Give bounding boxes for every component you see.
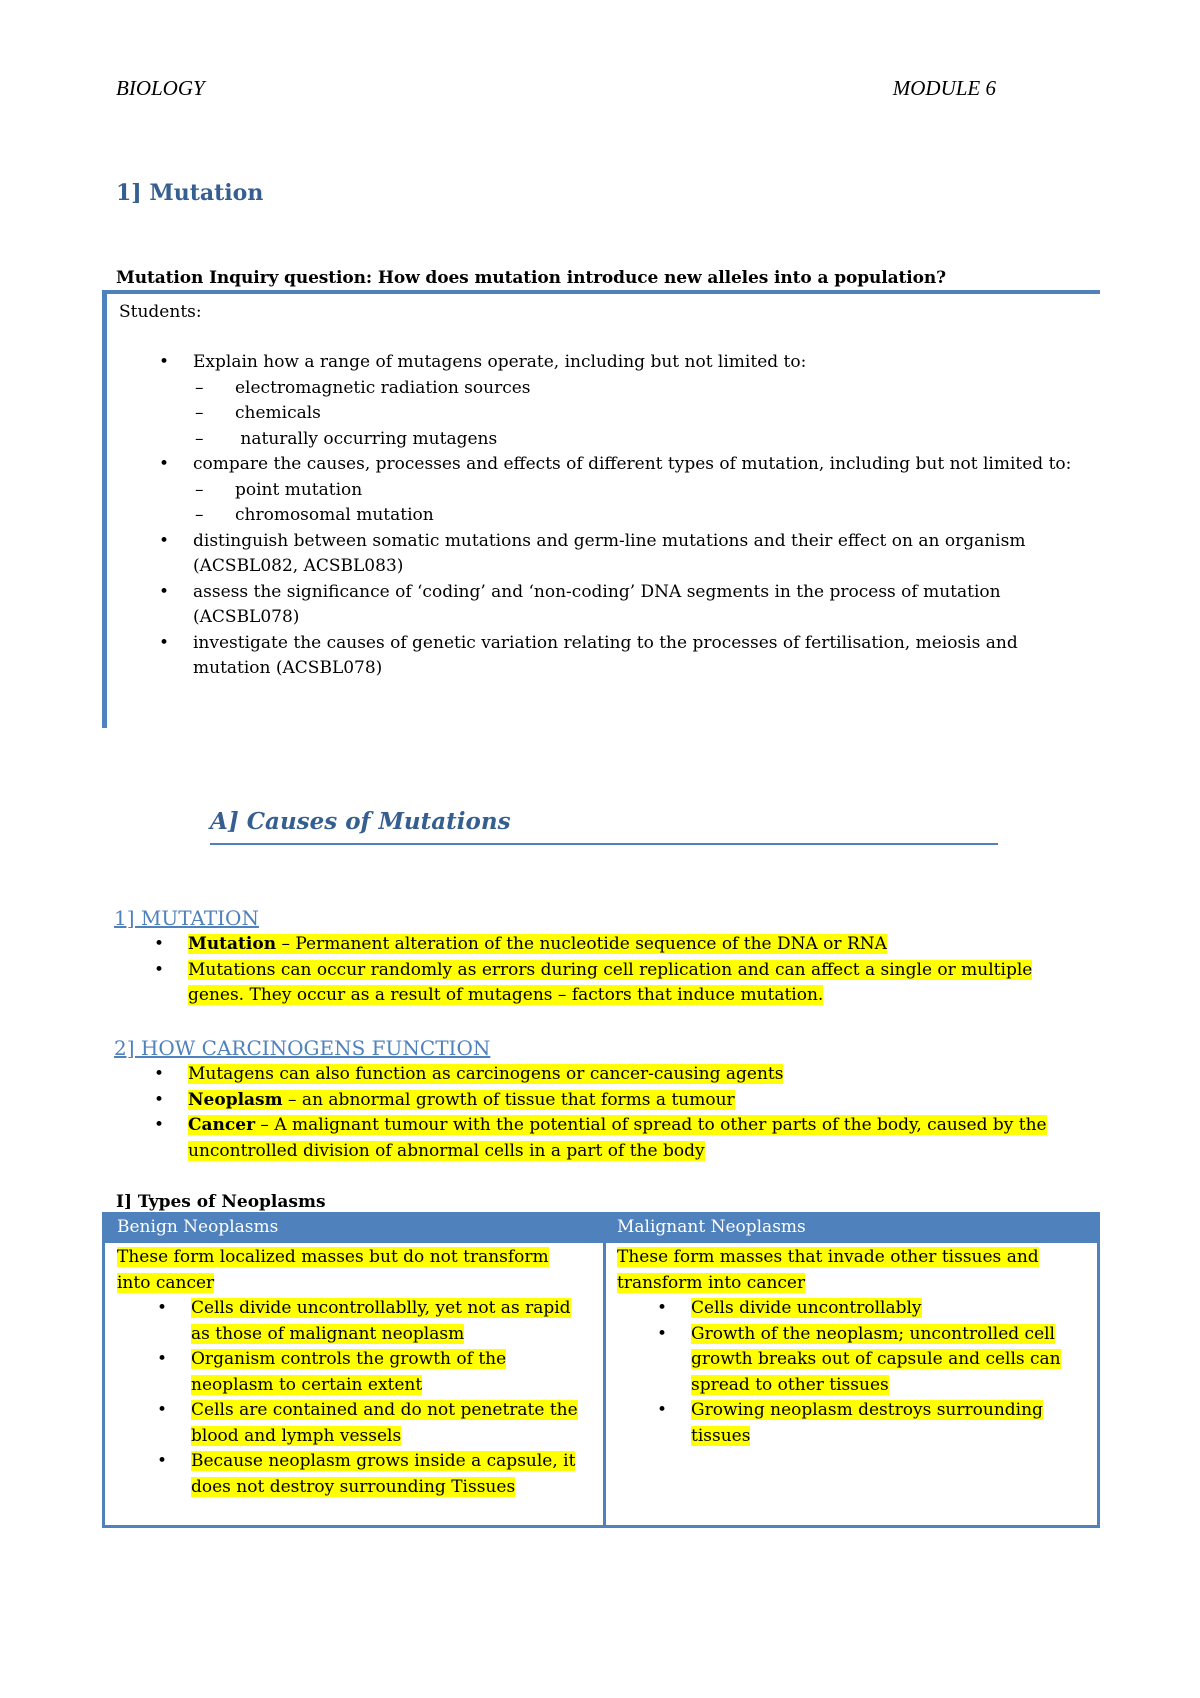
inquiry-subitem: – chemicals	[119, 401, 1079, 427]
bullet-icon: •	[157, 1451, 168, 1471]
list-item: • Mutation – Permanent alteration of the nucleotide sequence of the DNA or RNA	[114, 932, 1074, 958]
list-item: • Cells divide uncontrollably	[617, 1296, 1077, 1322]
dash-icon: –	[195, 377, 204, 398]
list-item: • Mutagens can also function as carcinogens or cancer-causing agents	[114, 1062, 1074, 1088]
inquiry-list	[119, 350, 1079, 682]
header-module: MODULE 6	[892, 76, 996, 100]
list-item: • Because neoplasm grows inside a capsule, it does not destroy surrounding Tissues	[157, 1451, 576, 1497]
malignant-intro: These form masses that invade other tissues and transform into cancer	[617, 1247, 1039, 1293]
list-item: • Cancer – A malignant tumour with the potential of spread to other parts of the body, caused by the uncontrolled division of abnormal cells in a part of the body	[154, 1115, 1047, 1161]
benign-header: Benign Neoplasms	[117, 1217, 279, 1237]
inquiry-question: Mutation Inquiry question: How does mutation introduce new alleles into a population?	[116, 268, 947, 288]
bullet-icon: •	[159, 632, 170, 653]
inquiry-item: • distinguish between somatic mutations and germ-line mutations and their effect on an organism (ACSBL082, ACSBL083)	[159, 530, 1026, 576]
page-header	[116, 76, 996, 102]
bullet-icon: •	[157, 1349, 168, 1369]
mutation-list	[114, 932, 1074, 1009]
section-title-causes: A] Causes of Mutations	[210, 808, 511, 835]
section-title-rule	[210, 843, 998, 845]
bullet-icon: •	[154, 934, 165, 954]
list-item: • Cells are contained and do not penetrate the blood and lymph vessels	[157, 1400, 578, 1446]
list-item: • Mutations can occur randomly as errors during cell replication and can affect a single or multiple genes. They occur as a result of mutagens – factors that induce mutation.	[154, 959, 1033, 1005]
inquiry-item: • Explain how a range of mutagens operate, including but not limited to:	[119, 350, 1079, 376]
list-item: • Growing neoplasm destroys surrounding tissues	[657, 1400, 1043, 1446]
bullet-icon: •	[154, 959, 165, 980]
bullet-icon: •	[154, 1064, 165, 1084]
bullet-icon: •	[154, 1115, 165, 1135]
bullet-icon: •	[154, 1089, 165, 1110]
mutation-heading: 1] MUTATION	[114, 906, 259, 930]
students-label: Students:	[119, 302, 202, 322]
bullet-icon: •	[157, 1400, 168, 1420]
benign-intro: These form localized masses but do not transform into cancer	[117, 1247, 549, 1293]
inquiry-item: • compare the causes, processes and effects of different types of mutation, including but not limited to:	[119, 452, 1079, 478]
dash-icon: –	[195, 428, 204, 449]
list-item: • Cells divide uncontrollablly, yet not as rapid as those of malignant neoplasm	[157, 1298, 571, 1344]
list-item: • Growth of the neoplasm; uncontrolled cell growth breaks out of capsule and cells can spread to other tissues	[657, 1323, 1061, 1395]
list-item: • Neoplasm – an abnormal growth of tissue that forms a tumour	[114, 1088, 1074, 1114]
dash-icon: –	[195, 403, 204, 423]
inquiry-subitem: – point mutation	[119, 478, 1079, 504]
bullet-icon: •	[157, 1298, 168, 1318]
bullet-icon: •	[159, 454, 170, 474]
list-item: • Organism controls the growth of the neoplasm to certain extent	[157, 1349, 507, 1395]
bullet-icon: •	[657, 1400, 668, 1420]
table-header-row	[105, 1215, 1097, 1243]
carcinogens-heading: 2] HOW CARCINOGENS FUNCTION	[114, 1036, 491, 1060]
bullet-icon: •	[159, 581, 170, 602]
malignant-header: Malignant Neoplasms	[617, 1217, 806, 1237]
neoplasm-table	[102, 1212, 1100, 1528]
bullet-icon: •	[159, 530, 170, 551]
inquiry-subitem: – chromosomal mutation	[119, 503, 1079, 529]
header-subject: BIOLOGY	[116, 76, 205, 100]
inquiry-item: • assess the significance of ‘coding’ and ‘non-coding’ DNA segments in the process of mutation (ACSBL078)	[159, 581, 1001, 627]
malignant-cell	[617, 1245, 1077, 1449]
dash-icon: –	[195, 479, 204, 500]
column-divider	[603, 1243, 606, 1525]
inquiry-box	[102, 290, 1100, 728]
benign-cell	[117, 1245, 587, 1500]
page-title: 1] Mutation	[116, 180, 264, 206]
neoplasm-types-title: I] Types of Neoplasms	[116, 1192, 326, 1212]
inquiry-subitem: – electromagnetic radiation sources	[119, 376, 1079, 402]
inquiry-item: • investigate the causes of genetic variation relating to the processes of fertilisation, meiosis and mutation (ACSBL078)	[159, 632, 1018, 678]
dash-icon: –	[195, 505, 204, 525]
bullet-icon: •	[657, 1298, 668, 1318]
bullet-icon: •	[657, 1323, 668, 1344]
inquiry-subitem: – naturally occurring mutagens	[119, 427, 1079, 453]
carcinogens-list	[114, 1062, 1074, 1164]
bullet-icon: •	[159, 352, 170, 372]
